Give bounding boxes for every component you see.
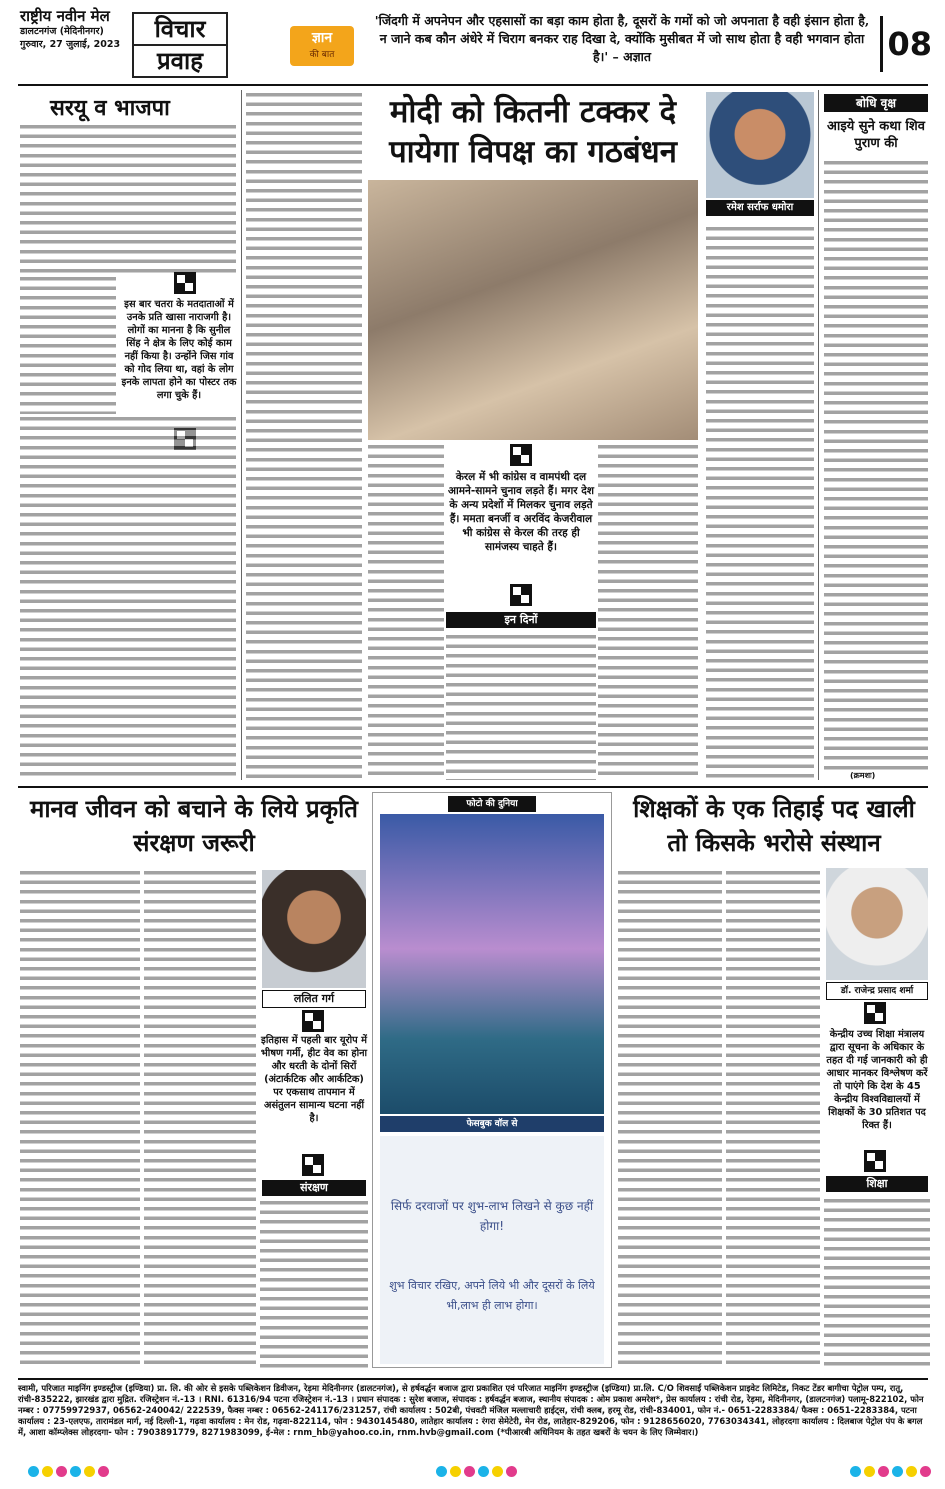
decor-dot <box>84 1466 95 1477</box>
dot-row-left <box>28 1462 112 1474</box>
article2-col5 <box>706 224 814 780</box>
decor-dot <box>436 1466 447 1477</box>
decor-dot <box>28 1466 39 1477</box>
bodh-title: आइये सुने कथा शिव पुराण की <box>827 119 925 151</box>
section-bottom: प्रवाह <box>157 46 203 75</box>
decor-dot <box>864 1466 875 1477</box>
decor-dot <box>56 1466 67 1477</box>
article1-body <box>20 122 236 274</box>
article4-author: डॉ. राजेन्द्र प्रसाद शर्मा <box>826 982 928 1000</box>
issue-date: गुरुवार, 27 जुलाई, 2023 <box>20 39 121 50</box>
dot-row-mid <box>436 1462 520 1474</box>
decor-dot <box>98 1466 109 1477</box>
decor-dot <box>478 1466 489 1477</box>
qr-icon <box>864 1002 886 1024</box>
gyan-sub: की बात <box>309 50 335 60</box>
article2-author: रमेश सर्राफ धमोरा <box>706 200 814 216</box>
article2-col1 <box>246 90 362 780</box>
decor-dot <box>892 1466 903 1477</box>
decor-dot <box>492 1466 503 1477</box>
leaders-photo <box>368 180 698 440</box>
article3-title: मानव जीवन को बचाने के लिये प्रकृति संरक्षण जरूरी <box>29 794 358 857</box>
decor-dot <box>70 1466 81 1477</box>
article3-pullquote: इतिहास में पहली बार यूरोप में भीषण गर्मी, हीट वेव का होना और धरती के दोनों सिरों (अंटार्कटिक और आर्कटिक) पर एकसाथ तापमान में असंतुलन सामान्य घटना नहीं है। <box>260 1035 368 1124</box>
article1-title: सरयू व भाजपा <box>50 95 170 121</box>
article4-col3 <box>824 1196 930 1368</box>
article3-subhead: संरक्षण <box>262 1180 366 1196</box>
section-label <box>132 12 228 78</box>
qr-icon <box>510 584 532 606</box>
decor-dot <box>920 1466 931 1477</box>
article2-subhead: इन दिनों <box>446 612 596 628</box>
dot-row-right <box>850 1462 934 1474</box>
photo-note-line2: शुभ विचार रखिए, अपने लिये भी और दूसरों के लिये भी,लाभ ही लाभ होगा। <box>389 1279 595 1312</box>
article2-col4 <box>598 442 698 780</box>
qr-icon <box>510 444 532 466</box>
article2-title: मोदी को कितनी टक्कर दे पायेगा विपक्ष का गठबंधन <box>389 94 677 170</box>
qr-icon <box>302 1154 324 1176</box>
decor-dot <box>464 1466 475 1477</box>
author-photo <box>262 870 366 988</box>
article3-col1 <box>20 868 140 1368</box>
article4-title: शिक्षकों के एक तिहाई पद खाली तो किसके भरोसे संस्थान <box>633 794 915 857</box>
article3-author: ललित गर्ग <box>262 990 366 1008</box>
section-top: विचार <box>134 14 226 46</box>
author-photo <box>706 92 814 198</box>
header-quote: 'जिंदगी में अपनेपन और एहसासों का बड़ा काम होता है, दूसरों के गमों को जो अपनाता है वही इंसान होता है, न जाने कब कौन अंधेरे में चिराग बनकर राह दिखा दे, क्योंकि मुसीबत में जो साथ होता है वही भगवान होता है।' – अज्ञात <box>374 13 870 64</box>
bodh-body <box>824 158 928 770</box>
qr-icon <box>864 1150 886 1172</box>
masthead-logo <box>20 8 130 78</box>
author-photo <box>826 868 928 980</box>
article2-col2 <box>368 442 444 780</box>
decor-dot <box>42 1466 53 1477</box>
column-divider <box>241 90 242 780</box>
photo-credit: फेसबुक वॉल से <box>380 1116 604 1132</box>
decor-dot <box>850 1466 861 1477</box>
article3-col2 <box>144 868 256 1368</box>
decor-dot <box>506 1466 517 1477</box>
gyan-badge <box>290 26 354 66</box>
article4-col2 <box>726 868 820 1368</box>
bodh-label: बोधि वृक्ष <box>824 94 928 112</box>
article1-body-left <box>20 274 116 414</box>
decor-dot <box>906 1466 917 1477</box>
header-divider <box>18 84 928 86</box>
column-divider <box>818 90 819 780</box>
decor-dot <box>878 1466 889 1477</box>
article3-col3 <box>260 1198 368 1368</box>
article4-pullquote: केन्द्रीय उच्च शिक्षा मंत्रालय द्वारा सूचना के अधिकार के तहत दी गई जानकारी को ही आधार मानकर विश्लेषण करें तो पाएंगे कि देश के 45 केन्द्रीय विश्वविद्यालयों में शिक्षकों के 30 प्रतिशत पद रिक्त हैं। <box>826 1029 928 1131</box>
qr-icon <box>302 1010 324 1032</box>
bodh-footer: (क्रमशः) <box>850 771 876 780</box>
paper-name: राष्ट्रीय नवीन मेल <box>20 7 110 25</box>
decor-dot <box>450 1466 461 1477</box>
article2-pullquote: केरल में भी कांग्रेस व वामपंथी दल आमने-सामने चुनाव लड़ते हैं। मगर देश के अन्य प्रदेशों में मिलकर चुनाव लड़ते हैं। ममता बनर्जी व अरविंद केजरीवाल भी कांग्रेस से केरल की तरह ही सामंजस्य चाहते हैं। <box>448 471 594 553</box>
article1-pullquote: इस बार चतरा के मतदाताओं में उनके प्रति खासा नाराजगी है। लोगों का मानना है कि सुनील सिंह ने क्षेत्र के लिए कोई काम नहीं किया है। उन्होंने जिस गांव को गोद लिया था, वहां के लोग इनके लापता होने का पोस्टर तक लगा चुके हैं। <box>121 299 237 401</box>
imprint: स्वामी, परिजात माइनिंग इण्डस्ट्रीज (इण्डिया) प्रा. लि. की ओर से इसके पब्लिकेशन डिवीजन, रेड़मा मेदिनीनगर (डालटनगंज), से हर्षवर्द्धन बजाज द्वारा प्रकाशित एवं परिजात माइनिंग इण्डस्ट्रीज (इण्डिया) प्रा.लि. C/O शिवसाईं पब्लिकेशन प्राइवेट लिमिटेड, निकट टेंडर बागीचा पेट्रोल पम्प, रातू, रांची-835222, झारखंड द्वारा मुद्रित. रजिस्ट्रेशन नं.-13 । RNI. 61316/94 पटना रजिस्ट्रेशन नं.-13 । प्रधान संपादक : सुरेश बजाज, संपादक : हर्षवर्द्धन बजाज, स्थानीय संपादक : ओम प्रकाश अमरेश*, प्रेस कार्यालय : रांची रोड, रेड़मा, मेदिनीनगर, (डालटनगंज) पलामू-822102, फोन नम्बर : 07759972937, 06562-240042/ 222539, फैक्स नम्बर : 06562-241176/231257, रांची कार्यालय : 502बी, पंचवटी मंजिल मल्लाचारी हाईट्स, रांची क्लब, हरमू रोड, रांची-834001, फोन नं.- 0651-2283384/ फैक्स : 0651-2283384, पटना कार्यालय : 23-एलएफ, तारामंडल मार्ग, नई दिल्ली-1, गढ़वा कार्यालय : मेन रोड, गढ़वा-822114, फोन : 9430145480, लातेहार कार्यालय : रंगरा सेमेटेरी, मेन रोड, लातेहार-829206, फोन : 9128656020, 7763034341, लोहरदगा कार्यालय : दिलबाज पेट्रोल पंप के बगल में, आशा कॉम्प्लेक्स लोहरदगा- फोन : 7903891779, 8271983099, ई-मेल : rnm_hb@yahoo.co.in, rnm.hvb@gmail.com (*पीआरबी अधिनियम के तहत खबरों के चयन के लिए जिम्मेवार।) <box>18 1378 928 1456</box>
qr-icon <box>174 272 196 294</box>
page-number: 08 <box>880 16 932 72</box>
deity-photo <box>380 814 604 1114</box>
article4-col1 <box>618 868 722 1368</box>
photo-note-line1: सिर्फ दरवाजों पर शुभ-लाभ लिखने से कुछ नहीं होगा! <box>390 1199 594 1233</box>
photo-label: फोटो की दुनिया <box>448 796 536 812</box>
article1-body-bottom <box>20 414 236 782</box>
gyan-title: ज्ञान <box>311 30 333 46</box>
article4-subhead: शिक्षा <box>826 1176 928 1192</box>
photo-note <box>380 1136 604 1364</box>
section-divider <box>18 786 928 788</box>
article2-col3 <box>446 632 596 780</box>
edition: डालटनगंज (मेदिनीनगर) <box>20 26 104 37</box>
